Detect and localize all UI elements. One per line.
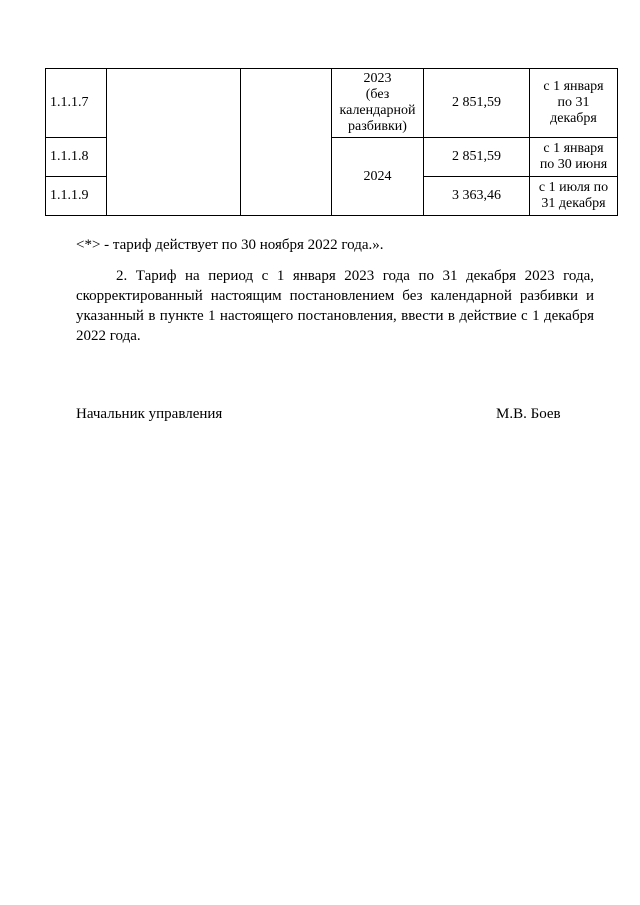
period-cell [530,69,618,138]
year-line: календарной [339,103,416,118]
year-line: разбивки) [348,119,407,134]
signatory-title: Начальник управления [76,406,223,422]
row-number: 1.1.1.7 [46,69,107,138]
period-line: по 31 [557,95,590,110]
period-line: декабря [550,111,597,126]
empty-cell [241,69,332,216]
empty-cell [107,69,241,216]
row-number: 1.1.1.9 [46,177,107,216]
period-cell [530,177,618,216]
period-line: 31 декабря [541,196,606,211]
period-line: по 30 июня [539,157,608,172]
year-cell: 2024 [332,138,424,216]
footnote: <*> - тариф действует по 30 ноября 2022 года.». [76,237,384,253]
period-line: с 1 января [543,79,604,94]
tariff-price: 3 363,46 [424,177,530,216]
year-line: 2023 [363,71,392,86]
tariff-table [45,68,618,216]
tariff-price: 2 851,59 [424,69,530,138]
year-cell [332,69,424,138]
year-line: (без [365,87,390,102]
tariff-price: 2 851,59 [424,138,530,177]
row-number: 1.1.1.8 [46,138,107,177]
period-line: с 1 января [543,141,604,156]
period-line: с 1 июля по [538,180,609,195]
body-paragraph: 2. Тариф на период с 1 января 2023 года по 31 декабря 2023 года, скорректированный настоящим постановлением без календарной разбивки и указанный в пункте 1 настоящего постановления, ввести в действие с 1 декабря 2022 года. [76,268,594,344]
table-row [46,69,618,138]
signatory-name: М.В. Боев [496,406,561,422]
period-cell [530,138,618,177]
